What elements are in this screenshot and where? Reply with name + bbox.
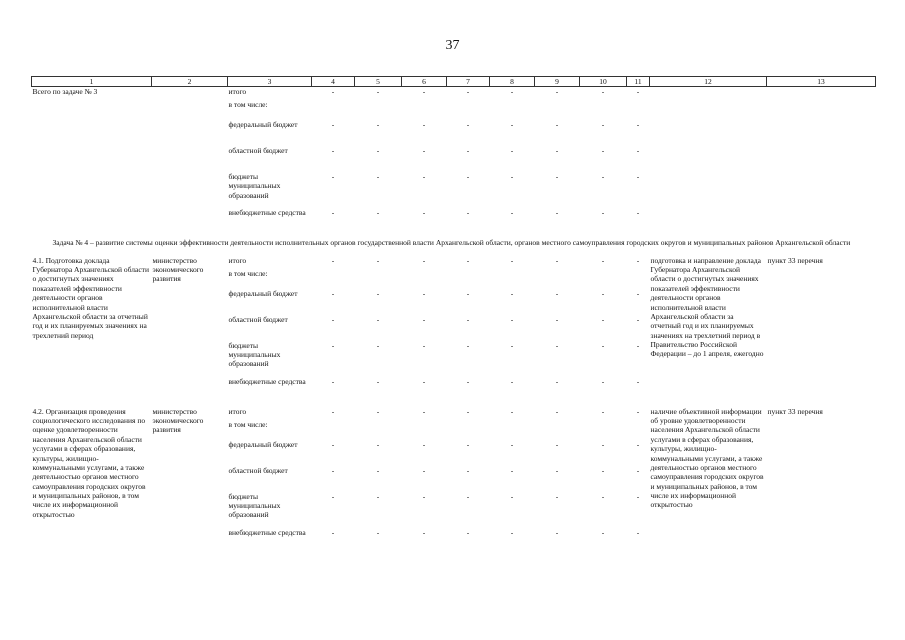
measure-result: подготовка и направление доклада Губернатора Архангельской области о достигнутых значениях показателей эффективности деятельности органов исполнительной власти Архангельской области за отчетный год и их планируемых значениях на трехлетний период в Правительство Российской Федерации – до 1 апреля, ежегодно (650, 255, 764, 359)
measure-name: 4.1. Подготовка доклада Губернатора Архангельской области о достигнутых значениях показателей эффективности деятельности органов исполнительной власти Архангельской области за отчетный год и их планируемых значениях на трехлетний период (32, 255, 149, 340)
column-number: 12 (650, 77, 767, 87)
funding-value: - (636, 288, 640, 298)
funding-value: - (555, 491, 559, 501)
funding-value: - (376, 340, 380, 350)
funding-value: - (601, 87, 605, 97)
funding-source: внебюджетные средства (228, 207, 306, 217)
funding-value: - (601, 491, 605, 501)
funding-source: областной бюджет (228, 314, 288, 324)
funding-value: - (636, 171, 640, 181)
funding-value: - (466, 439, 470, 449)
funding-value: - (555, 171, 559, 181)
funding-value (580, 420, 627, 440)
funding-value: - (636, 87, 640, 97)
column-number: 13 (767, 77, 876, 87)
measure-reference: пункт 33 перечня (767, 406, 823, 416)
funding-row (32, 407, 876, 420)
funding-value (627, 420, 650, 440)
funding-value: - (601, 145, 605, 155)
funding-value: - (376, 465, 380, 475)
funding-source: бюджеты муниципальных образований (228, 491, 281, 520)
funding-value (312, 269, 355, 289)
funding-value: - (376, 406, 380, 416)
funding-value (312, 100, 355, 120)
funding-value: - (510, 439, 514, 449)
funding-value: - (510, 314, 514, 324)
funding-value: - (376, 119, 380, 129)
funding-value: - (555, 255, 559, 265)
funding-value (355, 420, 402, 440)
funding-value: - (601, 255, 605, 265)
funding-value: - (555, 288, 559, 298)
funding-value: - (555, 119, 559, 129)
column-number: 5 (355, 77, 402, 87)
funding-source: областной бюджет (228, 465, 288, 475)
funding-value: - (601, 288, 605, 298)
funding-value: - (331, 527, 335, 537)
funding-value: - (466, 340, 470, 350)
funding-value: - (422, 314, 426, 324)
funding-value: - (601, 207, 605, 217)
funding-value: - (636, 119, 640, 129)
funding-value (490, 269, 535, 289)
funding-value: - (376, 288, 380, 298)
funding-value: - (466, 406, 470, 416)
funding-value: - (331, 465, 335, 475)
funding-value: - (636, 491, 640, 501)
funding-value: - (331, 406, 335, 416)
funding-value: - (376, 491, 380, 501)
funding-value: - (331, 491, 335, 501)
funding-value: - (376, 171, 380, 181)
funding-value: - (331, 171, 335, 181)
funding-value: - (636, 406, 640, 416)
funding-value: - (601, 119, 605, 129)
funding-value (355, 269, 402, 289)
program-table (31, 76, 876, 552)
funding-value: - (331, 439, 335, 449)
funding-value: - (636, 376, 640, 386)
funding-value: - (601, 439, 605, 449)
funding-value: - (555, 87, 559, 97)
measure-reference: пункт 33 перечня (767, 255, 823, 265)
funding-value: - (510, 376, 514, 386)
measure-name: 4.2. Организация проведения социологического исследования по оценке удовлетворенности населения Архангельской области услугами в сферах образования, культуры, жилищно-коммунальными услугами, а также деятельностью органов местного самоуправления городских округов и муниципальных районов, в том числе их информационной открытостью (32, 406, 146, 519)
funding-value (580, 100, 627, 120)
funding-value: - (422, 255, 426, 265)
column-number: 11 (627, 77, 650, 87)
column-number: 1 (32, 77, 152, 87)
funding-value: - (601, 406, 605, 416)
funding-value: - (376, 376, 380, 386)
funding-value: - (466, 288, 470, 298)
funding-value: - (376, 439, 380, 449)
funding-value: - (376, 207, 380, 217)
funding-value: - (555, 145, 559, 155)
funding-value: - (422, 465, 426, 475)
funding-value (535, 100, 580, 120)
funding-value (312, 420, 355, 440)
funding-value (535, 269, 580, 289)
funding-value: - (466, 255, 470, 265)
funding-source: в том числе: (228, 99, 268, 109)
funding-value: - (331, 207, 335, 217)
funding-value: - (601, 465, 605, 475)
funding-value: - (422, 491, 426, 501)
funding-source: бюджеты муниципальных образований (228, 171, 281, 200)
funding-value: - (601, 376, 605, 386)
funding-value: - (466, 171, 470, 181)
page-number: 37 (445, 38, 460, 53)
funding-source: областной бюджет (228, 145, 288, 155)
funding-value: - (466, 119, 470, 129)
funding-value (490, 420, 535, 440)
funding-value: - (510, 340, 514, 350)
funding-value: - (466, 491, 470, 501)
funding-value: - (466, 465, 470, 475)
funding-value: - (510, 527, 514, 537)
funding-value: - (422, 376, 426, 386)
funding-value: - (331, 145, 335, 155)
funding-source: федеральный бюджет (228, 119, 298, 129)
funding-value: - (601, 527, 605, 537)
funding-value: - (555, 406, 559, 416)
column-number: 7 (447, 77, 490, 87)
funding-value: - (422, 527, 426, 537)
column-number: 8 (490, 77, 535, 87)
funding-row (32, 87, 876, 100)
funding-value: - (331, 119, 335, 129)
funding-value (535, 420, 580, 440)
funding-value: - (601, 314, 605, 324)
funding-value (627, 100, 650, 120)
funding-value: - (636, 314, 640, 324)
funding-source: федеральный бюджет (228, 288, 298, 298)
funding-source: внебюджетные средства (228, 527, 306, 537)
funding-value: - (422, 340, 426, 350)
funding-value: - (601, 171, 605, 181)
column-number: 10 (580, 77, 627, 87)
funding-source: в том числе: (228, 419, 268, 429)
funding-value: - (422, 406, 426, 416)
funding-value: - (510, 207, 514, 217)
funding-value: - (510, 288, 514, 298)
funding-value: - (376, 87, 380, 97)
funding-value: - (376, 314, 380, 324)
measure-executor: министерство экономического развития (152, 255, 204, 284)
funding-value: - (636, 527, 640, 537)
funding-value (355, 100, 402, 120)
funding-value: - (555, 439, 559, 449)
column-number: 4 (312, 77, 355, 87)
funding-value: - (422, 145, 426, 155)
column-number-row (32, 77, 876, 87)
funding-value: - (555, 207, 559, 217)
funding-value: - (422, 207, 426, 217)
funding-value (447, 100, 490, 120)
measure-result: наличие объективной информации об уровне удовлетворенности населения Архангельской области услугами в сферах образования, культуры, жилищно-коммунальными услугами, а также деятельностью органов местного самоуправления городских округов и муниципальных районов, в том числе их информационной открытостью (650, 406, 764, 510)
funding-value: - (466, 314, 470, 324)
funding-value: - (331, 288, 335, 298)
column-number: 9 (535, 77, 580, 87)
column-number: 2 (152, 77, 228, 87)
funding-value: - (466, 376, 470, 386)
funding-source: в том числе: (228, 268, 268, 278)
task-heading: Задача № 4 – развитие системы оценки эффективности деятельности исполнительных органов государственной власти Архангельской области, органов местного самоуправления городских округов и муниципальных районов Архангельской области (52, 237, 851, 247)
funding-value (402, 100, 447, 120)
funding-value: - (555, 465, 559, 475)
funding-value: - (510, 171, 514, 181)
funding-value: - (555, 527, 559, 537)
measure-executor: министерство экономического развития (152, 406, 204, 435)
funding-value: - (636, 340, 640, 350)
funding-value: - (331, 376, 335, 386)
funding-value: - (466, 145, 470, 155)
funding-value: - (636, 145, 640, 155)
funding-source: федеральный бюджет (228, 439, 298, 449)
funding-value: - (376, 255, 380, 265)
task-heading-row (32, 232, 876, 256)
funding-value: - (331, 340, 335, 350)
table-body (32, 77, 876, 552)
funding-value: - (636, 207, 640, 217)
funding-value: - (422, 288, 426, 298)
funding-value: - (510, 491, 514, 501)
funding-source: итого (228, 406, 247, 416)
funding-value: - (422, 87, 426, 97)
funding-source: внебюджетные средства (228, 376, 306, 386)
funding-value: - (510, 255, 514, 265)
funding-value: - (376, 145, 380, 155)
funding-value (490, 100, 535, 120)
funding-value: - (555, 376, 559, 386)
funding-value: - (466, 527, 470, 537)
funding-source: итого (228, 87, 247, 97)
funding-value: - (636, 255, 640, 265)
empty-cell (650, 87, 876, 232)
funding-value: - (601, 340, 605, 350)
funding-value: - (331, 87, 335, 97)
funding-value: - (466, 87, 470, 97)
funding-value: - (555, 340, 559, 350)
funding-value: - (510, 465, 514, 475)
funding-row (32, 256, 876, 269)
funding-value: - (422, 119, 426, 129)
funding-value: - (331, 255, 335, 265)
funding-value: - (510, 119, 514, 129)
funding-value: - (555, 314, 559, 324)
funding-value: - (510, 87, 514, 97)
funding-value: - (510, 145, 514, 155)
funding-value (447, 269, 490, 289)
funding-value (402, 420, 447, 440)
funding-value: - (376, 527, 380, 537)
funding-value: - (422, 439, 426, 449)
funding-source: итого (228, 255, 247, 265)
funding-source: бюджеты муниципальных образований (228, 340, 281, 369)
funding-value: - (510, 406, 514, 416)
column-number: 6 (402, 77, 447, 87)
funding-value: - (636, 465, 640, 475)
funding-value (402, 269, 447, 289)
funding-value: - (636, 439, 640, 449)
funding-value (447, 420, 490, 440)
funding-value (580, 269, 627, 289)
funding-value: - (422, 171, 426, 181)
column-number: 3 (228, 77, 312, 87)
funding-value: - (331, 314, 335, 324)
funding-value (627, 269, 650, 289)
funding-value: - (466, 207, 470, 217)
total-label: Всего по задаче № 3 (32, 87, 98, 97)
